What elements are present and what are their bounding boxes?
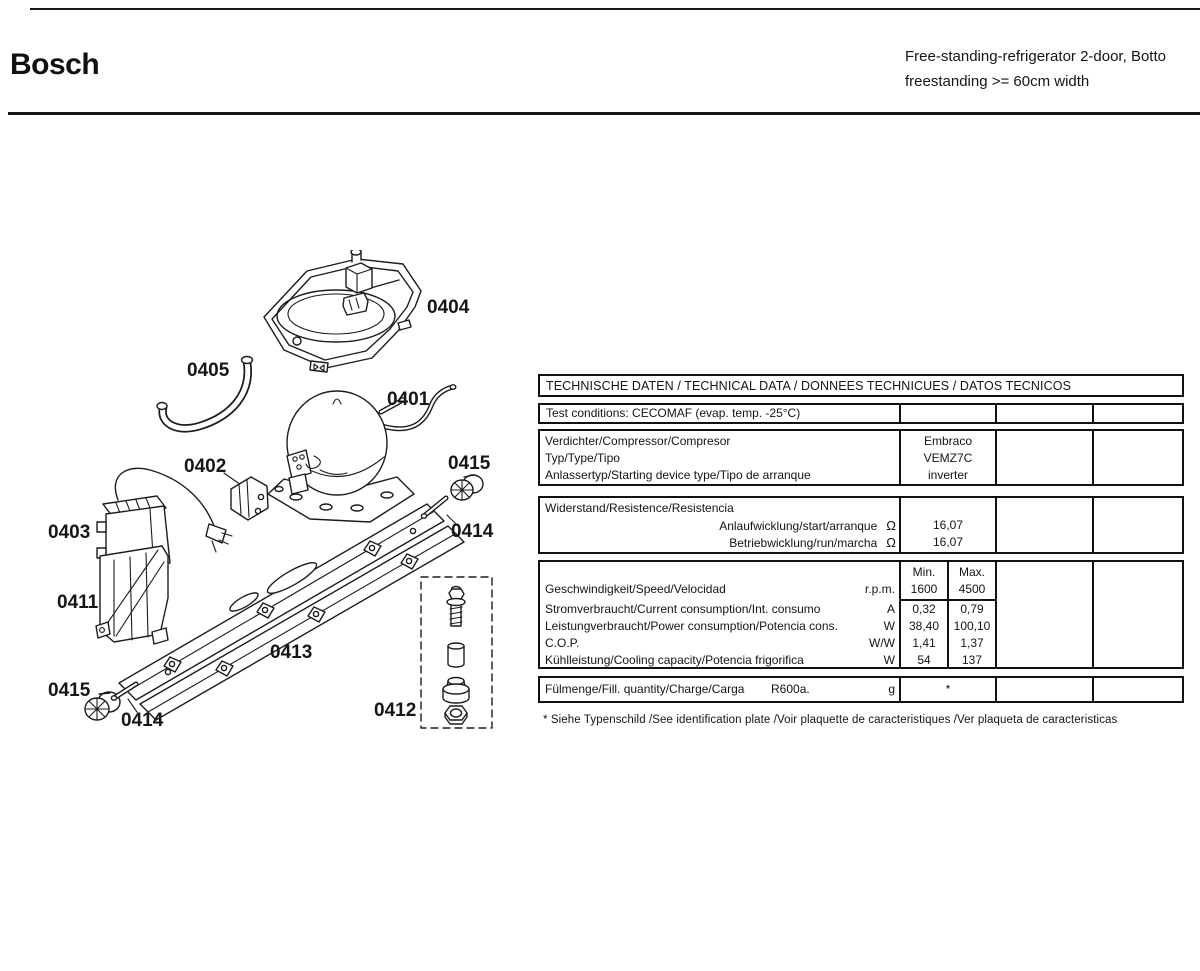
test-conditions-cell-2: [995, 405, 1092, 422]
fill-cell-2: [995, 678, 1092, 701]
fill-unit: g: [888, 682, 895, 696]
speed-label-row: Geschwindigkeit/Speed/Velocidad r.p.m.: [545, 582, 895, 596]
speed-max: 4500: [949, 580, 995, 601]
resistance-start-value: 16,07: [932, 518, 964, 532]
cooling-label-row: Kühlleistung/Cooling capacity/Potencia frigorifica W: [545, 653, 895, 667]
resistance-heading: Widerstand/Resistence/Resistencia: [545, 501, 734, 515]
compressor-block: [538, 429, 1184, 486]
compressor-labels: [540, 431, 899, 484]
table-title-row: [538, 374, 1184, 397]
test-conditions-cell-3: [1092, 405, 1182, 422]
part-0415-roller-upper-drawing: [451, 475, 483, 500]
part-0411-bracket-drawing: [96, 546, 168, 644]
fill-cell-3: [1092, 678, 1182, 701]
cooling-min: 54: [917, 653, 931, 667]
resistance-run-value: 16,07: [932, 535, 964, 549]
speed-min: 1600: [901, 580, 947, 601]
part-0412-hardware-kit-drawing: [421, 577, 492, 728]
power-max: 100,10: [953, 619, 991, 633]
ohm-symbol: Ω: [886, 535, 896, 550]
compressor-cell-3: [1092, 431, 1182, 484]
fill-quantity-value: *: [899, 678, 995, 701]
exploded-parts-diagram: [30, 250, 510, 750]
fill-quantity-labels: [540, 678, 899, 701]
part-label-0414-upper: 0414: [451, 521, 494, 542]
compressor-values: [899, 431, 995, 484]
ohm-symbol: Ω: [886, 518, 896, 533]
performance-labels: [540, 562, 899, 669]
compressor-label-brand: Verdichter/Compressor/Compresor: [545, 434, 731, 448]
page-top-scan-line: [30, 8, 1200, 10]
resistance-cell-2: [995, 498, 1092, 552]
compressor-type-value: VEMZ7C: [923, 451, 973, 465]
fill-quantity-label: Fülmenge/Fill. quantity/Charge/Carga: [545, 682, 745, 696]
performance-cell-3: [1092, 562, 1182, 669]
resistance-values: [899, 498, 995, 552]
part-label-0405: 0405: [187, 360, 230, 381]
document-title-line1: Free-standing-refrigerator 2-door, Botto: [905, 48, 1166, 65]
compressor-label-type: Typ/Type/Tipo: [545, 451, 620, 465]
part-label-0412: 0412: [374, 700, 417, 721]
cooling-max: 137: [961, 653, 983, 667]
compressor-brand-value: Embraco: [923, 434, 973, 448]
resistance-start-label: Anlaufwicklung/start/arranque Ω: [719, 518, 896, 533]
part-label-0411: 0411: [57, 592, 99, 613]
part-label-0413: 0413: [270, 642, 313, 663]
compressor-label-starter: Anlassertyp/Starting device type/Tipo de arranque: [545, 468, 811, 482]
min-header: Min.: [912, 565, 936, 579]
part-label-0403: 0403: [48, 522, 91, 543]
part-label-0415-upper: 0415: [448, 453, 491, 474]
compressor-starter-value: inverter: [927, 468, 968, 482]
part-label-0415-lower: 0415: [48, 680, 91, 701]
brand-logo: Bosch: [10, 48, 100, 81]
power-min: 38,40: [908, 619, 940, 633]
current-label-row: Stromverbraucht/Current consumption/Int. consumo A: [545, 602, 895, 616]
power-label-row: Leistungverbraucht/Power consumption/Potencia cons. W: [545, 619, 895, 633]
performance-max-column: [947, 562, 995, 669]
part-label-0402: 0402: [184, 456, 227, 477]
resistance-block: [538, 496, 1184, 554]
current-max: 0,79: [960, 602, 984, 616]
part-label-0414-lower: 0414: [121, 710, 164, 731]
test-conditions-label: Test conditions: CECOMAF (evap. temp. -25°C): [546, 406, 801, 420]
performance-min-column: [899, 562, 947, 669]
document-title: [905, 44, 1200, 94]
performance-block: [538, 560, 1184, 669]
test-conditions-row: [538, 403, 1184, 424]
refrigerant-type: R600a.: [771, 682, 810, 696]
fill-quantity-block: [538, 676, 1184, 703]
part-0402-starting-device-drawing: [224, 473, 268, 520]
compressor-cell-2: [995, 431, 1092, 484]
part-0413-mounting-rail-drawing: [119, 504, 464, 720]
current-min: 0,32: [912, 602, 936, 616]
part-0404-evaporation-tray-drawing: [264, 250, 421, 372]
cop-min: 1,41: [912, 636, 936, 650]
part-label-0404: 0404: [427, 297, 470, 318]
performance-cell-2: [995, 562, 1092, 669]
max-header: Max.: [958, 565, 985, 579]
resistance-cell-3: [1092, 498, 1182, 552]
header-divider: [8, 112, 1200, 115]
table-footnote: * Siehe Typenschild /See identification plate /Voir plaquette de caracteristiques /Ver plaqueta de caracteristicas: [543, 714, 1118, 726]
document-title-line2: freestanding >= 60cm width: [905, 73, 1090, 90]
resistance-run-label: Betriebwicklung/run/marcha Ω: [729, 535, 896, 550]
table-title: TECHNISCHE DATEN / TECHNICAL DATA / DONNEES TECHNICUES / DATOS TECNICOS: [546, 379, 1072, 393]
test-conditions-cell-1: [899, 405, 995, 422]
resistance-labels: [540, 498, 899, 552]
cop-label-row: C.O.P. W/W: [545, 636, 895, 650]
part-label-0401: 0401: [387, 389, 430, 410]
cop-max: 1,37: [960, 636, 984, 650]
